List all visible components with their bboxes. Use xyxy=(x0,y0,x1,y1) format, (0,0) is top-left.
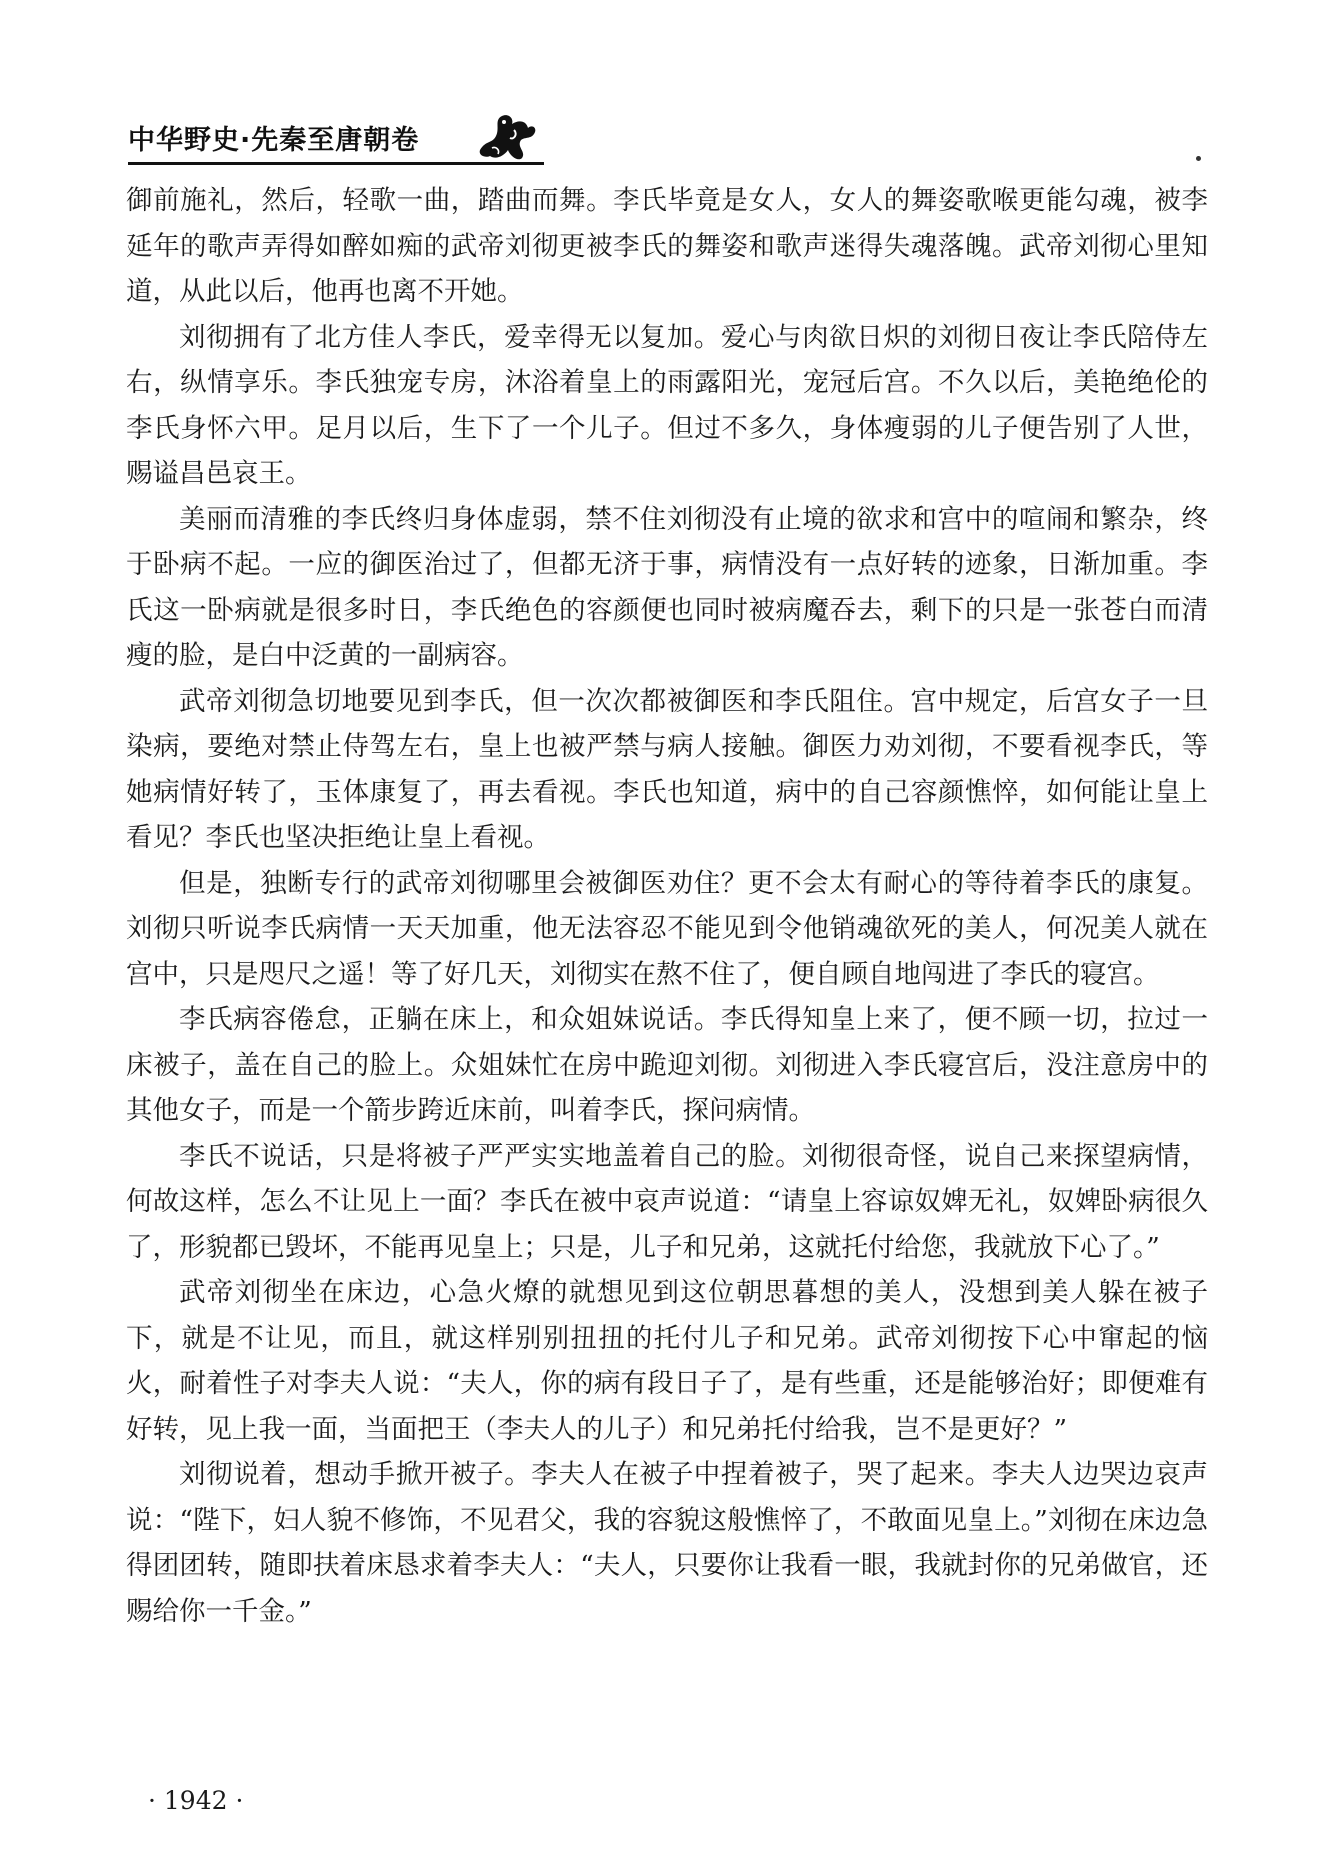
paragraph: 美丽而清雅的李氏终归身体虚弱，禁不住刘彻没有止境的欲求和宫中的喧闹和繁杂，终于卧病不起。一应的御医治过了，但都无济于事，病情没有一点好转的迹象，日渐加重。李氏这一卧病就是很多时日，李氏绝色的容颜便也同时被病魔吞去，剩下的只是一张苍白而清瘦的脸，是白中泛黄的一副病容。 xyxy=(126,503,1208,671)
paragraph: 武帝刘彻坐在床边，心急火燎的就想见到这位朝思暮想的美人，没想到美人躲在被子下，就是不让见，而且，就这样别别扭扭的托付儿子和兄弟。武帝刘彻按下心中窜起的恼火，耐着性子对李夫人说：“夫人，你的病有段日子了，是有些重，还是能够治好；即便难有好转，见上我一面，当面把王（李夫人的儿子）和兄弟托付给我，岂不是更好？” xyxy=(126,1277,1208,1445)
running-header xyxy=(128,110,544,162)
book-title: 中华野史·先秦至唐朝卷 xyxy=(128,125,420,156)
page-number: · 1942 · xyxy=(148,1786,244,1815)
paragraph: 武帝刘彻急切地要见到李氏，但一次次都被御医和李氏阻住。宫中规定，后宫女子一旦染病，要绝对禁止侍驾左右，皇上也被严禁与病人接触。御医力劝刘彻，不要看视李氏，等她病情好转了，玉体康复了，再去看视。李氏也知道，病中的自己容颜憔悴，如何能让皇上看见？李氏也坚决拒绝让皇上看视。 xyxy=(126,685,1208,853)
paragraph: 但是，独断专行的武帝刘彻哪里会被御医劝住？更不会太有耐心的等待着李氏的康复。刘彻只听说李氏病情一天天加重，他无法容忍不能见到令他销魂欲死的美人，何况美人就在宫中，只是咫尺之遥！等了好几天，刘彻实在熬不住了，便自顾自地闯进了李氏的寝宫。 xyxy=(126,867,1208,990)
paragraph: 李氏病容倦怠，正躺在床上，和众姐妹说话。李氏得知皇上来了，便不顾一切，拉过一床被子，盖在自己的脸上。众姐妹忙在房中跪迎刘彻。刘彻进入李氏寝宫后，没注意房中的其他女子，而是一个箭步跨近床前，叫着李氏，探问病情。 xyxy=(126,1004,1208,1126)
header-rule xyxy=(128,162,544,165)
paragraph: 李氏不说话，只是将被子严严实实地盖着自己的脸。刘彻很奇怪，说自己来探望病情，何故这样，怎么不让见上一面？李氏在被中哀声说道：“请皇上容谅奴婢无礼，奴婢卧病很久了，形貌都已毁坏，不能再见皇上；只是，儿子和兄弟，这就托付给您，我就放下心了。” xyxy=(126,1140,1208,1263)
paragraph: 刘彻拥有了北方佳人李氏，爱幸得无以复加。爱心与肉欲日炽的刘彻日夜让李氏陪侍左右，纵情享乐。李氏独宠专房，沐浴着皇上的雨露阳光，宠冠后宫。不久以后，美艳绝伦的李氏身怀六甲。足月以后，生下了一个儿子。但过不多久，身体瘦弱的儿子便告别了人世，赐谥昌邑哀王。 xyxy=(126,321,1208,489)
dragon-emblem-icon xyxy=(474,110,540,162)
paragraph: 刘彻说着，想动手掀开被子。李夫人在被子中捏着被子，哭了起来。李夫人边哭边哀声说：“陛下，妇人貌不修饰，不见君父，我的容貌这般憔悴了，不敢面见皇上。”刘彻在床边急得团团转，随即扶着床恳求着李夫人：“夫人，只要你让我看一眼，我就封你的兄弟做官，还赐给你一千金。” xyxy=(126,1459,1208,1627)
body-text xyxy=(126,178,1208,1634)
paragraph: 御前施礼，然后，轻歌一曲，踏曲而舞。李氏毕竟是女人，女人的舞姿歌喉更能勾魂，被李延年的歌声弄得如醉如痴的武帝刘彻更被李氏的舞姿和歌声迷得失魂落魄。武帝刘彻心里知道，从此以后，他再也离不开她。 xyxy=(126,185,1208,307)
scan-mark xyxy=(1196,156,1201,161)
